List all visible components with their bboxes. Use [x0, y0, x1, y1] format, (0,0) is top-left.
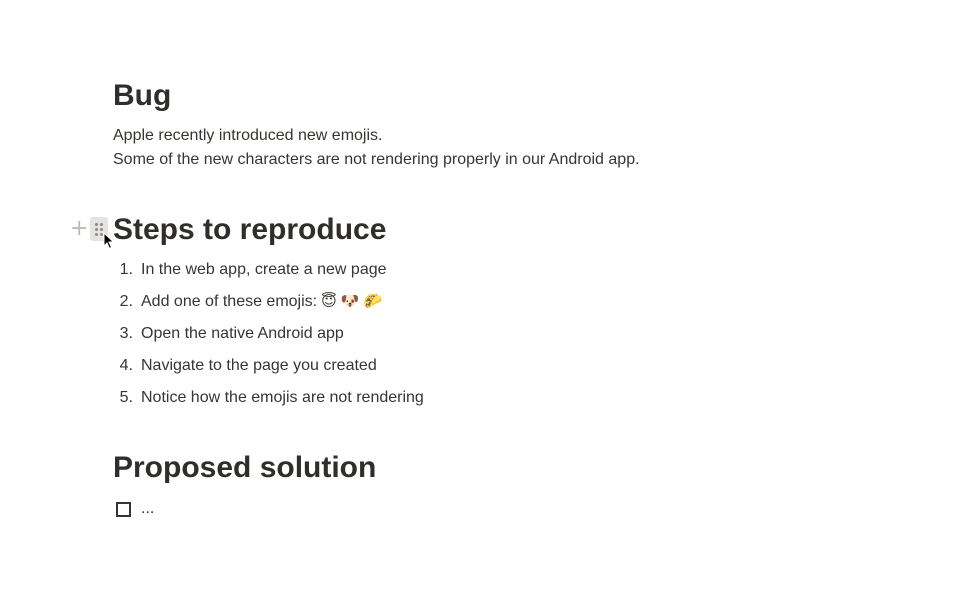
heading-bug[interactable]: Bug [113, 79, 172, 112]
list-item-text[interactable] [141, 290, 382, 314]
list-number: 1. [119, 261, 133, 278]
todo-item[interactable] [113, 497, 154, 521]
todo-text[interactable]: ... [141, 500, 155, 517]
list-number: 4. [119, 357, 133, 374]
paragraph-line-2[interactable]: Some of the new characters are not rendering properly in our Android app. [113, 151, 640, 168]
list-item-text[interactable]: Navigate to the page you created [141, 357, 377, 374]
list-item-label: Add one of these emojis: [141, 293, 318, 310]
todo-checkbox[interactable] [116, 502, 131, 517]
list-number: 5. [119, 389, 133, 406]
plus-icon[interactable]: + [70, 216, 89, 241]
list-item-text[interactable]: Notice how the emojis are not rendering [141, 389, 424, 406]
list-item-text[interactable]: Open the native Android app [141, 325, 344, 342]
list-number: 2. [119, 293, 133, 310]
heading-steps-to-reproduce[interactable]: Steps to reproduce [113, 213, 387, 246]
list-item-text[interactable]: In the web app, create a new page [141, 261, 387, 278]
list-number: 3. [119, 325, 133, 342]
paragraph-line-1[interactable]: Apple recently introduced new emojis. [113, 127, 383, 144]
heading-proposed-solution[interactable]: Proposed solution [113, 451, 377, 484]
emoji-group: 😇 🐶 🌮 [321, 293, 383, 310]
